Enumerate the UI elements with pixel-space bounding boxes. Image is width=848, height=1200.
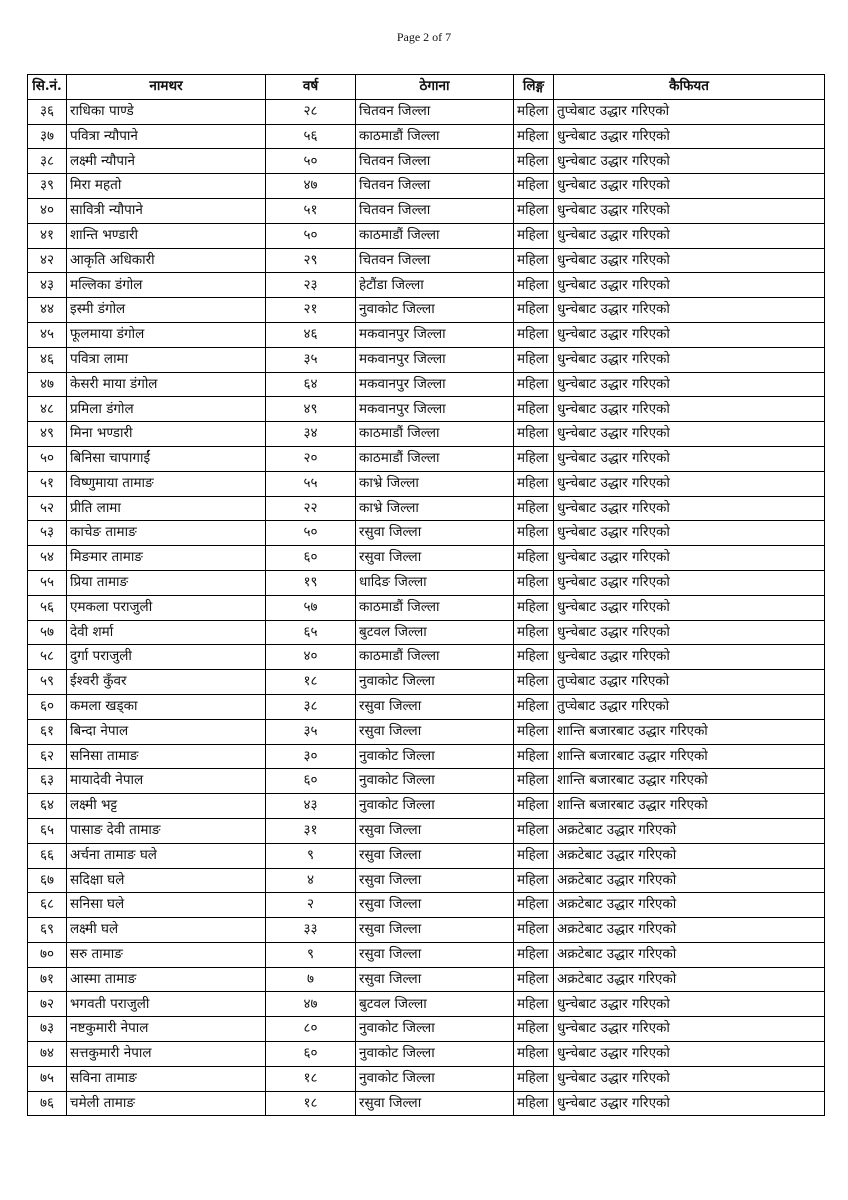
age-cell: २९ — [266, 248, 356, 273]
name-cell: प्रिया तामाङ — [67, 570, 266, 595]
name-cell: ईश्वरी कुँवर — [67, 670, 266, 695]
age-cell: ६० — [266, 546, 356, 571]
sex-cell: महिला — [514, 471, 554, 496]
remarks-cell: तुप्चेबाट उद्धार गरिएको — [554, 670, 825, 695]
name-cell: कमला खड्का — [67, 694, 266, 719]
table-row — [28, 422, 825, 447]
remarks-cell: धुन्चेबाट उद्धार गरिएको — [554, 397, 825, 422]
remarks-cell: धुन्चेबाट उद्धार गरिएको — [554, 223, 825, 248]
age-cell: ५० — [266, 149, 356, 174]
address-cell: मकवानपुर जिल्ला — [356, 397, 514, 422]
remarks-cell: धुन्चेबाट उद्धार गरिएको — [554, 124, 825, 149]
remarks-cell: धुन्चेबाट उद्धार गरिएको — [554, 347, 825, 372]
sex-cell: महिला — [514, 422, 554, 447]
table-row — [28, 248, 825, 273]
sex-cell: महिला — [514, 645, 554, 670]
serial-cell: ५३ — [28, 521, 67, 546]
name-cell: आस्मा तामाङ — [67, 967, 266, 992]
serial-cell: ६१ — [28, 719, 67, 744]
age-cell: ६५ — [266, 620, 356, 645]
serial-cell: ४७ — [28, 372, 67, 397]
table-row — [28, 794, 825, 819]
address-cell: चितवन जिल्ला — [356, 198, 514, 223]
page-header: Page 2 of 7 — [396, 30, 452, 44]
age-cell: ८० — [266, 1017, 356, 1042]
age-cell: ३५ — [266, 347, 356, 372]
name-cell: सदिक्षा घले — [67, 868, 266, 893]
remarks-cell: अक्रटेबाट उद्धार गरिएको — [554, 818, 825, 843]
table-row — [28, 620, 825, 645]
name-cell: बिन्दा नेपाल — [67, 719, 266, 744]
serial-cell: ६७ — [28, 868, 67, 893]
age-cell: ४० — [266, 645, 356, 670]
serial-cell: ३८ — [28, 149, 67, 174]
sex-cell: महिला — [514, 174, 554, 199]
name-cell: दुर्गा पराजुली — [67, 645, 266, 670]
sex-cell: महिला — [514, 719, 554, 744]
table-row — [28, 1042, 825, 1067]
address-cell: नुवाकोट जिल्ला — [356, 794, 514, 819]
column-header-remarks: कैफियत — [554, 75, 825, 100]
serial-cell: ४४ — [28, 298, 67, 323]
name-cell: राधिका पाण्डे — [67, 99, 266, 124]
age-cell: ३१ — [266, 818, 356, 843]
sex-cell: महिला — [514, 496, 554, 521]
remarks-cell: अक्रटेबाट उद्धार गरिएको — [554, 967, 825, 992]
table-row — [28, 223, 825, 248]
address-cell: काभ्रे जिल्ला — [356, 496, 514, 521]
sex-cell: महिला — [514, 372, 554, 397]
table-row — [28, 570, 825, 595]
remarks-cell: धुन्चेबाट उद्धार गरिएको — [554, 595, 825, 620]
age-cell: ३५ — [266, 719, 356, 744]
remarks-cell: धुन्चेबाट उद्धार गरिएको — [554, 248, 825, 273]
remarks-cell: धुन्चेबाट उद्धार गरिएको — [554, 620, 825, 645]
table-row — [28, 719, 825, 744]
table-row — [28, 372, 825, 397]
address-cell: नुवाकोट जिल्ला — [356, 769, 514, 794]
serial-cell: ४६ — [28, 347, 67, 372]
column-header-serial: सि.नं. — [28, 75, 67, 100]
name-cell: सनिसा तामाङ — [67, 744, 266, 769]
age-cell: ५० — [266, 223, 356, 248]
age-cell: २० — [266, 446, 356, 471]
table-row — [28, 893, 825, 918]
column-header-address: ठेगाना — [356, 75, 514, 100]
remarks-cell: तुप्चेबाट उद्धार गरिएको — [554, 694, 825, 719]
sex-cell: महिला — [514, 124, 554, 149]
table-row — [28, 967, 825, 992]
sex-cell: महिला — [514, 570, 554, 595]
age-cell: ६४ — [266, 372, 356, 397]
serial-cell: ६३ — [28, 769, 67, 794]
table-row — [28, 942, 825, 967]
name-cell: सनिसा घले — [67, 893, 266, 918]
serial-cell: ३७ — [28, 124, 67, 149]
serial-cell: ४९ — [28, 422, 67, 447]
name-cell: इस्मी डंगोल — [67, 298, 266, 323]
name-cell: प्रीति लामा — [67, 496, 266, 521]
table-row — [28, 992, 825, 1017]
column-header-sex: लिङ्ग — [514, 75, 554, 100]
sex-cell: महिला — [514, 868, 554, 893]
address-cell: रसुवा जिल्ला — [356, 843, 514, 868]
sex-cell: महिला — [514, 546, 554, 571]
sex-cell: महिला — [514, 843, 554, 868]
remarks-cell: अक्रटेबाट उद्धार गरिएको — [554, 942, 825, 967]
remarks-cell: धुन्चेबाट उद्धार गरिएको — [554, 174, 825, 199]
remarks-cell: धुन्चेबाट उद्धार गरिएको — [554, 298, 825, 323]
table-row — [28, 868, 825, 893]
serial-cell: ७३ — [28, 1017, 67, 1042]
age-cell: २३ — [266, 273, 356, 298]
name-cell: आकृति अधिकारी — [67, 248, 266, 273]
table-row — [28, 99, 825, 124]
table-row — [28, 769, 825, 794]
address-cell: नुवाकोट जिल्ला — [356, 298, 514, 323]
remarks-cell: धुन्चेबाट उद्धार गरिएको — [554, 1042, 825, 1067]
table-row — [28, 1017, 825, 1042]
address-cell: रसुवा जिल्ला — [356, 694, 514, 719]
serial-cell: ५२ — [28, 496, 67, 521]
address-cell: नुवाकोट जिल्ला — [356, 744, 514, 769]
age-cell: ४३ — [266, 794, 356, 819]
name-cell: बिनिसा चापागाईं — [67, 446, 266, 471]
column-header-age: वर्ष — [266, 75, 356, 100]
address-cell: काठमाडौं जिल्ला — [356, 124, 514, 149]
age-cell: ५७ — [266, 595, 356, 620]
serial-cell: ६८ — [28, 893, 67, 918]
age-cell: १९ — [266, 570, 356, 595]
table-row — [28, 174, 825, 199]
serial-cell: ५४ — [28, 546, 67, 571]
remarks-cell: शान्ति बजारबाट उद्धार गरिएको — [554, 769, 825, 794]
table-row — [28, 521, 825, 546]
remarks-cell: तुप्चेबाट उद्धार गरिएको — [554, 99, 825, 124]
age-cell: ४ — [266, 868, 356, 893]
name-cell: सत्तकुमारी नेपाल — [67, 1042, 266, 1067]
sex-cell: महिला — [514, 769, 554, 794]
address-cell: काठमाडौं जिल्ला — [356, 223, 514, 248]
age-cell: ७ — [266, 967, 356, 992]
name-cell: भगवती पराजुली — [67, 992, 266, 1017]
serial-cell: ५१ — [28, 471, 67, 496]
table-row — [28, 843, 825, 868]
name-cell: लक्ष्मी भट्ट — [67, 794, 266, 819]
remarks-cell: धुन्चेबाट उद्धार गरिएको — [554, 149, 825, 174]
table-row — [28, 670, 825, 695]
table-row — [28, 322, 825, 347]
sex-cell: महिला — [514, 298, 554, 323]
address-cell: चितवन जिल्ला — [356, 99, 514, 124]
address-cell: बुटवल जिल्ला — [356, 620, 514, 645]
table-body — [28, 99, 825, 1116]
name-cell: केसरी माया डंगोल — [67, 372, 266, 397]
age-cell: ६० — [266, 769, 356, 794]
address-cell: नुवाकोट जिल्ला — [356, 1066, 514, 1091]
records-table — [27, 74, 825, 1116]
address-cell: रसुवा जिल्ला — [356, 1091, 514, 1116]
age-cell: ३० — [266, 744, 356, 769]
age-cell: १८ — [266, 1066, 356, 1091]
age-cell: ४६ — [266, 322, 356, 347]
serial-cell: ७५ — [28, 1066, 67, 1091]
remarks-cell: धुन्चेबाट उद्धार गरिएको — [554, 1017, 825, 1042]
name-cell: लक्ष्मी घले — [67, 918, 266, 943]
name-cell: सरु तामाङ — [67, 942, 266, 967]
table-row — [28, 645, 825, 670]
sex-cell: महिला — [514, 322, 554, 347]
serial-cell: ६९ — [28, 918, 67, 943]
sex-cell: महिला — [514, 1017, 554, 1042]
address-cell: रसुवा जिल्ला — [356, 918, 514, 943]
serial-cell: ५८ — [28, 645, 67, 670]
age-cell: ५६ — [266, 124, 356, 149]
sex-cell: महिला — [514, 818, 554, 843]
name-cell: मिङमार तामाङ — [67, 546, 266, 571]
table-row — [28, 1091, 825, 1116]
serial-cell: ७० — [28, 942, 67, 967]
serial-cell: ६० — [28, 694, 67, 719]
age-cell: ५१ — [266, 198, 356, 223]
serial-cell: ६६ — [28, 843, 67, 868]
sex-cell: महिला — [514, 521, 554, 546]
serial-cell: ६५ — [28, 818, 67, 843]
age-cell: १८ — [266, 670, 356, 695]
serial-cell: ३६ — [28, 99, 67, 124]
table-row — [28, 446, 825, 471]
remarks-cell: धुन्चेबाट उद्धार गरिएको — [554, 570, 825, 595]
address-cell: काठमाडौं जिल्ला — [356, 645, 514, 670]
sex-cell: महिला — [514, 347, 554, 372]
age-cell: ४७ — [266, 992, 356, 1017]
table-row — [28, 198, 825, 223]
age-cell: २ — [266, 893, 356, 918]
sex-cell: महिला — [514, 794, 554, 819]
table-row — [28, 595, 825, 620]
sex-cell: महिला — [514, 992, 554, 1017]
sex-cell: महिला — [514, 595, 554, 620]
age-cell: ६० — [266, 1042, 356, 1067]
remarks-cell: धुन्चेबाट उद्धार गरिएको — [554, 198, 825, 223]
table-row — [28, 347, 825, 372]
sex-cell: महिला — [514, 967, 554, 992]
remarks-cell: अक्रटेबाट उद्धार गरिएको — [554, 893, 825, 918]
remarks-cell: धुन्चेबाट उद्धार गरिएको — [554, 273, 825, 298]
address-cell: हेटौंडा जिल्ला — [356, 273, 514, 298]
name-cell: प्रमिला डंगोल — [67, 397, 266, 422]
serial-cell: ५५ — [28, 570, 67, 595]
table-row — [28, 397, 825, 422]
remarks-cell: शान्ति बजारबाट उद्धार गरिएको — [554, 719, 825, 744]
name-cell: सविना तामाङ — [67, 1066, 266, 1091]
age-cell: ५० — [266, 521, 356, 546]
address-cell: रसुवा जिल्ला — [356, 521, 514, 546]
table-row — [28, 918, 825, 943]
address-cell: रसुवा जिल्ला — [356, 967, 514, 992]
name-cell: काचेङ तामाङ — [67, 521, 266, 546]
address-cell: रसुवा जिल्ला — [356, 546, 514, 571]
address-cell: रसुवा जिल्ला — [356, 942, 514, 967]
remarks-cell: धुन्चेबाट उद्धार गरिएको — [554, 446, 825, 471]
age-cell: ४७ — [266, 174, 356, 199]
remarks-cell: धुन्चेबाट उद्धार गरिएको — [554, 1091, 825, 1116]
address-cell: नुवाकोट जिल्ला — [356, 1042, 514, 1067]
address-cell: धादिङ जिल्ला — [356, 570, 514, 595]
serial-cell: ४१ — [28, 223, 67, 248]
name-cell: देवी शर्मा — [67, 620, 266, 645]
age-cell: ३८ — [266, 694, 356, 719]
serial-cell: ७६ — [28, 1091, 67, 1116]
name-cell: मल्लिका डंगोल — [67, 273, 266, 298]
address-cell: काठमाडौं जिल्ला — [356, 595, 514, 620]
remarks-cell: धुन्चेबाट उद्धार गरिएको — [554, 372, 825, 397]
address-cell: काठमाडौं जिल्ला — [356, 422, 514, 447]
sex-cell: महिला — [514, 1091, 554, 1116]
sex-cell: महिला — [514, 670, 554, 695]
serial-cell: ७२ — [28, 992, 67, 1017]
address-cell: रसुवा जिल्ला — [356, 818, 514, 843]
serial-cell: ७१ — [28, 967, 67, 992]
remarks-cell: धुन्चेबाट उद्धार गरिएको — [554, 645, 825, 670]
age-cell: ९ — [266, 843, 356, 868]
remarks-cell: शान्ति बजारबाट उद्धार गरिएको — [554, 744, 825, 769]
name-cell: एमकला पराजुली — [67, 595, 266, 620]
name-cell: मिरा महतो — [67, 174, 266, 199]
remarks-cell: धुन्चेबाट उद्धार गरिएको — [554, 521, 825, 546]
age-cell: ३३ — [266, 918, 356, 943]
name-cell: मायादेवी नेपाल — [67, 769, 266, 794]
table-row — [28, 471, 825, 496]
remarks-cell: धुन्चेबाट उद्धार गरिएको — [554, 992, 825, 1017]
sex-cell: महिला — [514, 744, 554, 769]
address-cell: मकवानपुर जिल्ला — [356, 347, 514, 372]
remarks-cell: अक्रटेबाट उद्धार गरिएको — [554, 843, 825, 868]
name-cell: शान्ति भण्डारी — [67, 223, 266, 248]
column-header-name: नामथर — [67, 75, 266, 100]
remarks-cell: धुन्चेबाट उद्धार गरिएको — [554, 471, 825, 496]
sex-cell: महिला — [514, 198, 554, 223]
age-cell: ९ — [266, 942, 356, 967]
name-cell: मिना भण्डारी — [67, 422, 266, 447]
serial-cell: ४८ — [28, 397, 67, 422]
serial-cell: ६४ — [28, 794, 67, 819]
table-row — [28, 546, 825, 571]
address-cell: चितवन जिल्ला — [356, 248, 514, 273]
serial-cell: ५९ — [28, 670, 67, 695]
remarks-cell: शान्ति बजारबाट उद्धार गरिएको — [554, 794, 825, 819]
serial-cell: ३९ — [28, 174, 67, 199]
address-cell: नुवाकोट जिल्ला — [356, 1017, 514, 1042]
sex-cell: महिला — [514, 694, 554, 719]
table-row — [28, 818, 825, 843]
remarks-cell: धुन्चेबाट उद्धार गरिएको — [554, 422, 825, 447]
age-cell: ५५ — [266, 471, 356, 496]
name-cell: पासाङ देवी तामाङ — [67, 818, 266, 843]
age-cell: १८ — [266, 1091, 356, 1116]
table-row — [28, 149, 825, 174]
name-cell: चमेली तामाङ — [67, 1091, 266, 1116]
table-header-row — [28, 75, 825, 100]
sex-cell: महिला — [514, 99, 554, 124]
name-cell: सावित्री न्यौपाने — [67, 198, 266, 223]
table-row — [28, 496, 825, 521]
age-cell: २८ — [266, 99, 356, 124]
remarks-cell: धुन्चेबाट उद्धार गरिएको — [554, 496, 825, 521]
table-row — [28, 744, 825, 769]
sex-cell: महिला — [514, 149, 554, 174]
serial-cell: ४३ — [28, 273, 67, 298]
address-cell: नुवाकोट जिल्ला — [356, 670, 514, 695]
address-cell: चितवन जिल्ला — [356, 149, 514, 174]
sex-cell: महिला — [514, 1066, 554, 1091]
sex-cell: महिला — [514, 273, 554, 298]
address-cell: रसुवा जिल्ला — [356, 868, 514, 893]
table-row — [28, 694, 825, 719]
name-cell: पवित्रा लामा — [67, 347, 266, 372]
name-cell: अर्चना तामाङ घले — [67, 843, 266, 868]
name-cell: लक्ष्मी न्यौपाने — [67, 149, 266, 174]
table-row — [28, 298, 825, 323]
name-cell: पवित्रा न्यौपाने — [67, 124, 266, 149]
serial-cell: ५६ — [28, 595, 67, 620]
age-cell: ४९ — [266, 397, 356, 422]
sex-cell: महिला — [514, 248, 554, 273]
serial-cell: ६२ — [28, 744, 67, 769]
remarks-cell: धुन्चेबाट उद्धार गरिएको — [554, 1066, 825, 1091]
sex-cell: महिला — [514, 223, 554, 248]
sex-cell: महिला — [514, 918, 554, 943]
address-cell: रसुवा जिल्ला — [356, 893, 514, 918]
remarks-cell: धुन्चेबाट उद्धार गरिएको — [554, 322, 825, 347]
serial-cell: ५० — [28, 446, 67, 471]
serial-cell: ४५ — [28, 322, 67, 347]
sex-cell: महिला — [514, 397, 554, 422]
serial-cell: ४२ — [28, 248, 67, 273]
sex-cell: महिला — [514, 893, 554, 918]
age-cell: ३४ — [266, 422, 356, 447]
name-cell: फूलमाया डंगोल — [67, 322, 266, 347]
address-cell: काभ्रे जिल्ला — [356, 471, 514, 496]
sex-cell: महिला — [514, 1042, 554, 1067]
table-row — [28, 1066, 825, 1091]
address-cell: काठमाडौं जिल्ला — [356, 446, 514, 471]
address-cell: मकवानपुर जिल्ला — [356, 322, 514, 347]
age-cell: २२ — [266, 496, 356, 521]
sex-cell: महिला — [514, 446, 554, 471]
table-row — [28, 124, 825, 149]
serial-cell: ५७ — [28, 620, 67, 645]
sex-cell: महिला — [514, 620, 554, 645]
serial-cell: ४० — [28, 198, 67, 223]
age-cell: २१ — [266, 298, 356, 323]
address-cell: रसुवा जिल्ला — [356, 719, 514, 744]
serial-cell: ७४ — [28, 1042, 67, 1067]
address-cell: चितवन जिल्ला — [356, 174, 514, 199]
remarks-cell: धुन्चेबाट उद्धार गरिएको — [554, 546, 825, 571]
remarks-cell: अक्रटेबाट उद्धार गरिएको — [554, 868, 825, 893]
table-row — [28, 273, 825, 298]
sex-cell: महिला — [514, 942, 554, 967]
name-cell: विष्णुमाया तामाङ — [67, 471, 266, 496]
remarks-cell: अक्रटेबाट उद्धार गरिएको — [554, 918, 825, 943]
address-cell: मकवानपुर जिल्ला — [356, 372, 514, 397]
address-cell: बुटवल जिल्ला — [356, 992, 514, 1017]
name-cell: नष्टकुमारी नेपाल — [67, 1017, 266, 1042]
